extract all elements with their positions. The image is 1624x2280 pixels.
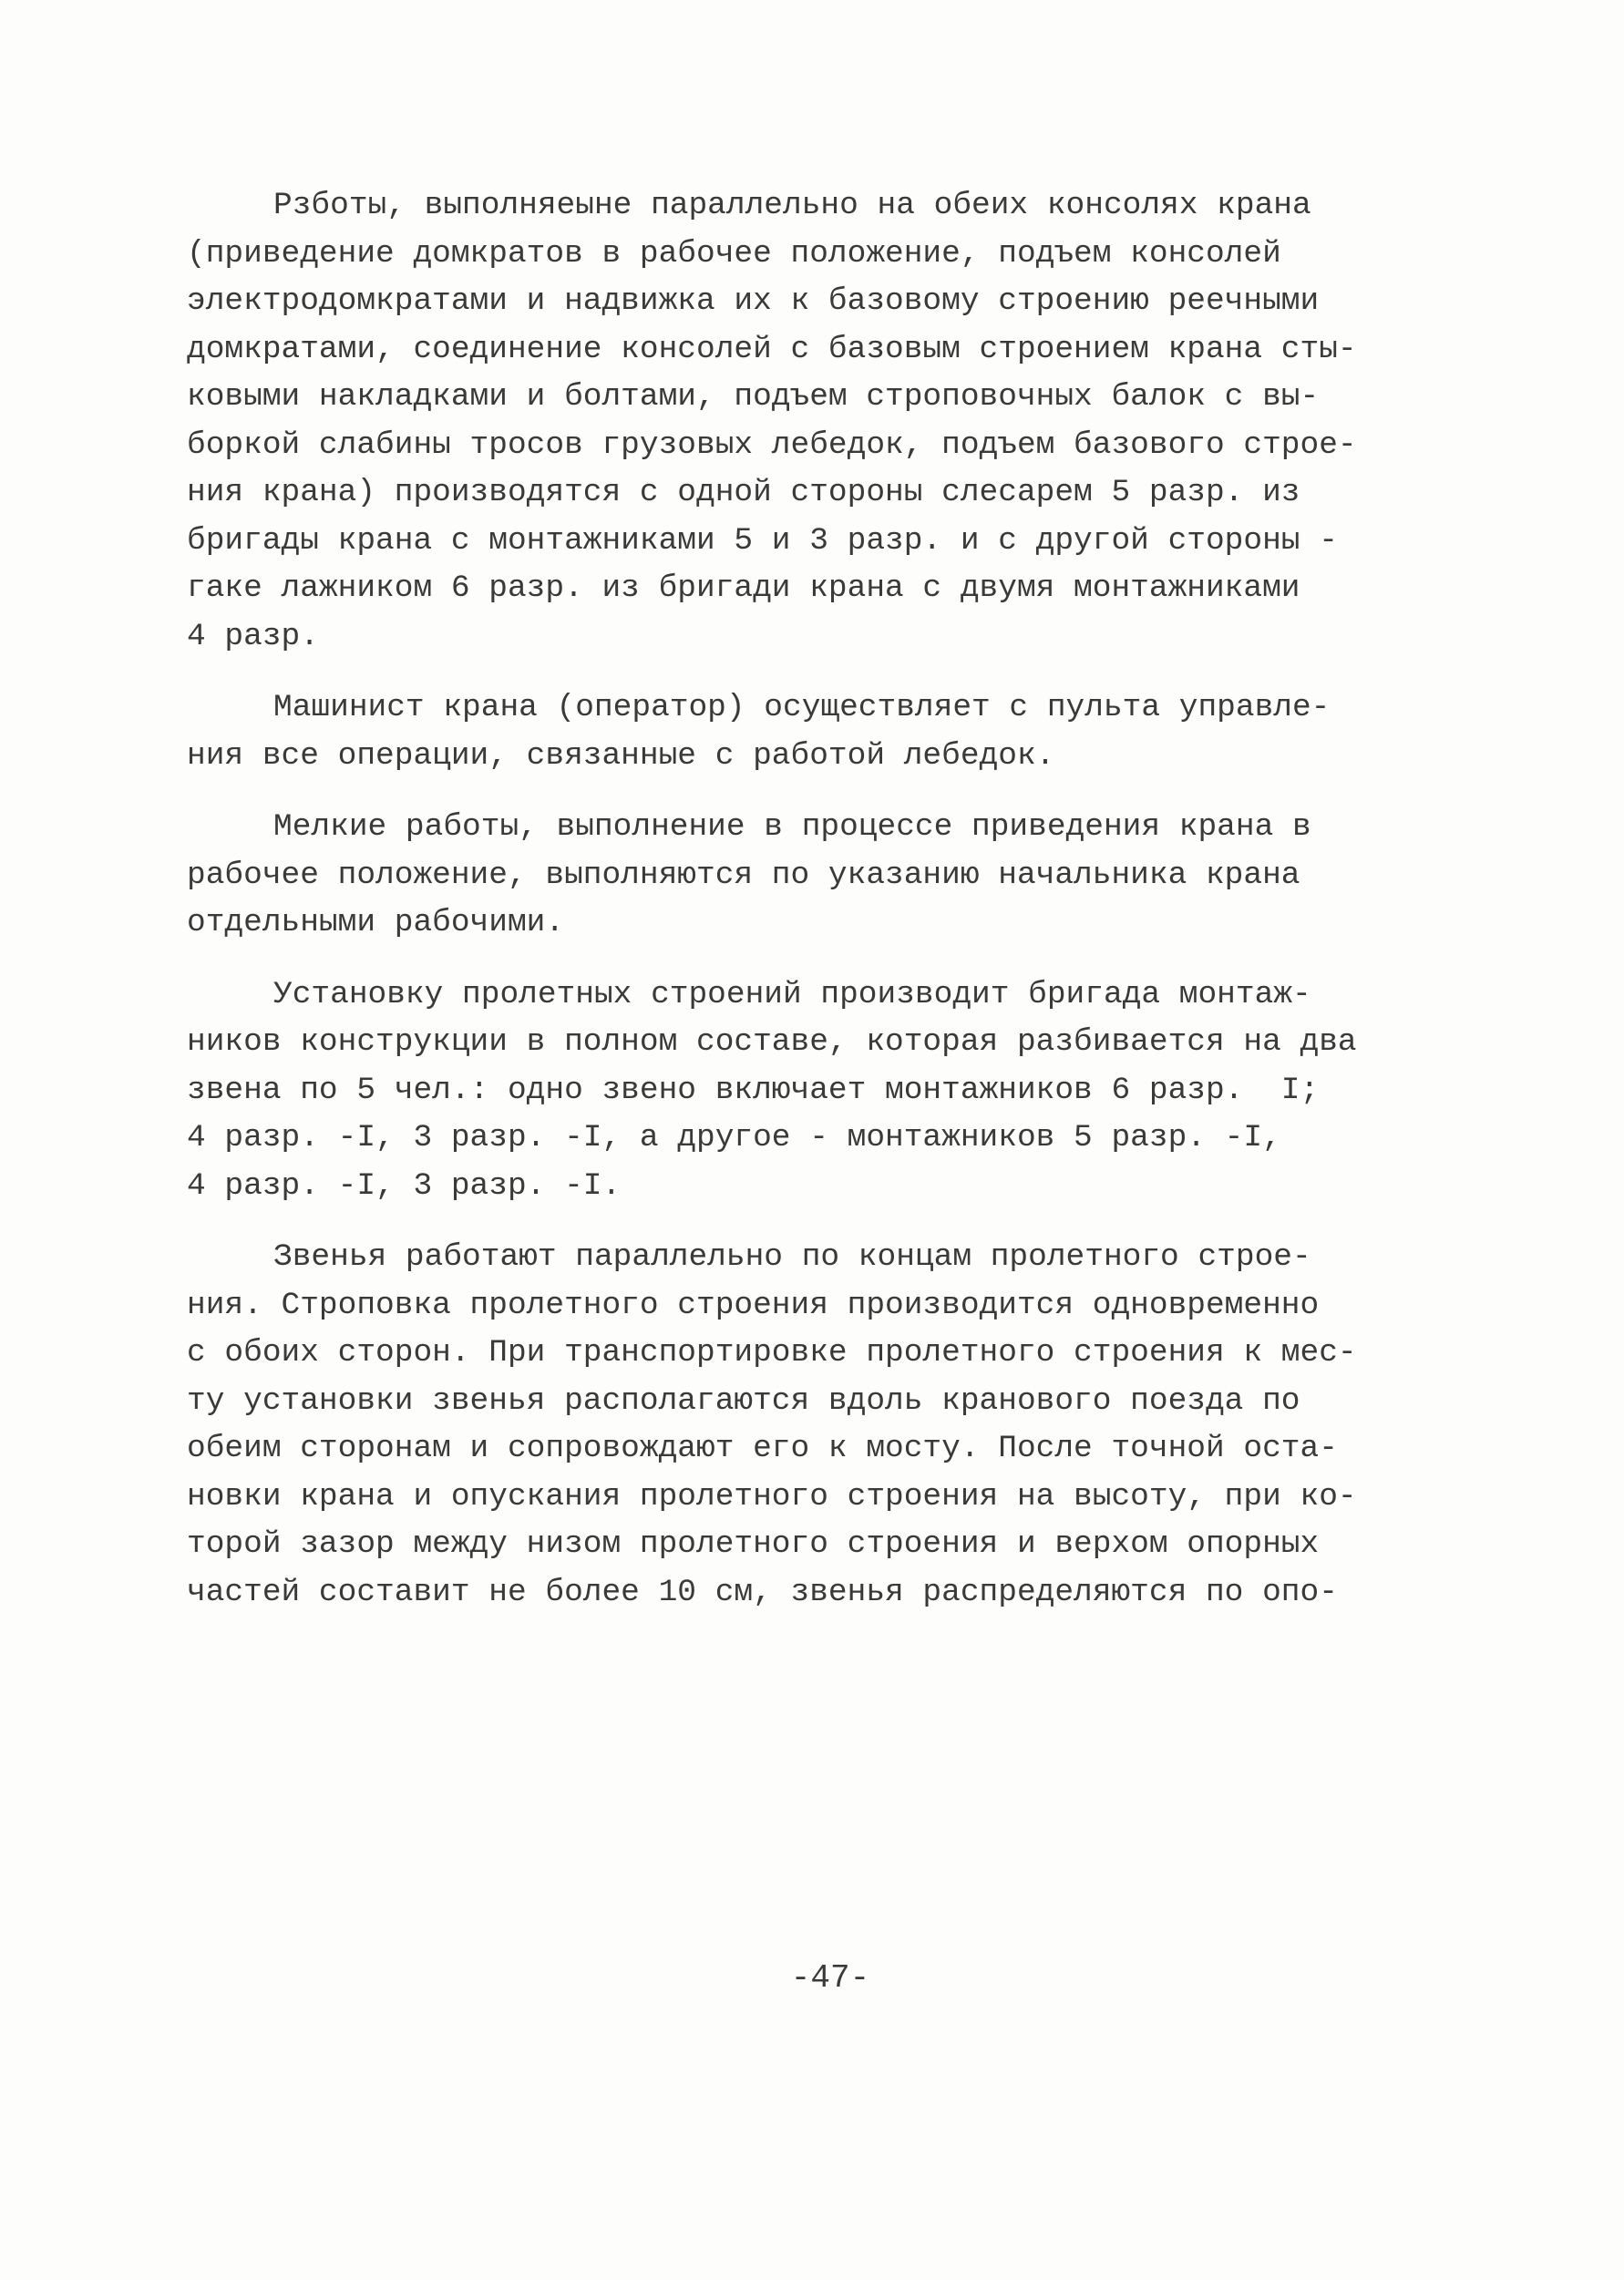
paragraph-gap	[187, 661, 1362, 684]
paragraph-5	[187, 1234, 1362, 1617]
text-line: 4 разр.	[187, 618, 319, 654]
text-line: 4 разр. -I, 3 разр. -I.	[187, 1167, 622, 1204]
text-line: ковыми накладками и болтами, подъем строповочных балок с вы-	[187, 379, 1320, 415]
text-line: электродомкратами и надвижка их к базовому строению реечными	[187, 283, 1320, 319]
paragraph-gap	[187, 948, 1362, 971]
text-line: новки крана и опускания пролетного строения на высоту, при ко-	[187, 1478, 1357, 1515]
page-number: -47-	[790, 1959, 870, 1997]
text-line: ников конструкции в полном составе, которая разбивается на два	[187, 1024, 1357, 1060]
paragraph-1	[187, 182, 1362, 661]
text-line: с обоих сторон. При транспортировке пролетного строения к мес-	[187, 1335, 1357, 1371]
text-line: боркой слабины тросов грузовых лебедок, подъем базового строе-	[187, 426, 1357, 463]
text-line: Мелкие работы, выполнение в процессе приведения крана в	[273, 809, 1311, 845]
text-line: Установку пролетных строений производит бригада монтаж-	[273, 976, 1311, 1012]
text-line: Звенья работают параллельно по концам пролетного строе-	[273, 1239, 1311, 1275]
paragraph-3	[187, 804, 1362, 948]
text-line: торой зазор между низом пролетного строения и верхом опорных	[187, 1526, 1320, 1562]
text-line: Рзботы, выполняеыне параллельно на обеих консолях крана	[273, 188, 1311, 223]
text-line: обеим сторонам и сопровождают его к мосту. После точной оста-	[187, 1431, 1338, 1466]
text-line: ния. Строповка пролетного строения производится одновременно	[187, 1287, 1320, 1323]
paragraph-gap	[187, 1210, 1362, 1234]
text-line: гаке лажником 6 разр. из бригади крана с двумя монтажниками	[187, 570, 1300, 606]
text-line: ния крана) производятся с одной стороны слесарем 5 разр. из	[187, 475, 1300, 510]
paragraph-2	[187, 684, 1362, 780]
body-text	[187, 182, 1362, 1617]
text-line: частей составит не более 10 см, звенья распределяются по опо-	[187, 1574, 1338, 1610]
paragraph-gap	[187, 780, 1362, 804]
text-line: ту установки звенья располагаются вдоль кранового поезда по	[187, 1382, 1300, 1419]
text-line: ния все операции, связанные с работой лебедок.	[187, 737, 1055, 774]
text-line: Машинист крана (оператор) осуществляет с пульта управле-	[273, 690, 1331, 725]
text-line: звена по 5 чел.: одно звено включает монтажников 6 разр. I;	[187, 1072, 1320, 1108]
text-line: домкратами, соединение консолей с базовым строением крана сты-	[187, 331, 1357, 367]
text-line: отдельными рабочими.	[187, 905, 565, 940]
paragraph-4	[187, 971, 1362, 1211]
text-line: бригады крана с монтажниками 5 и 3 разр. и с другой стороны -	[187, 522, 1338, 559]
text-line: рабочее положение, выполняются по указанию начальника крана	[187, 857, 1300, 893]
text-line: (приведение домкратов в рабочее положение, подъем консолей	[187, 235, 1281, 272]
text-line: 4 разр. -I, 3 разр. -I, а другое - монтажников 5 разр. -I,	[187, 1120, 1281, 1155]
